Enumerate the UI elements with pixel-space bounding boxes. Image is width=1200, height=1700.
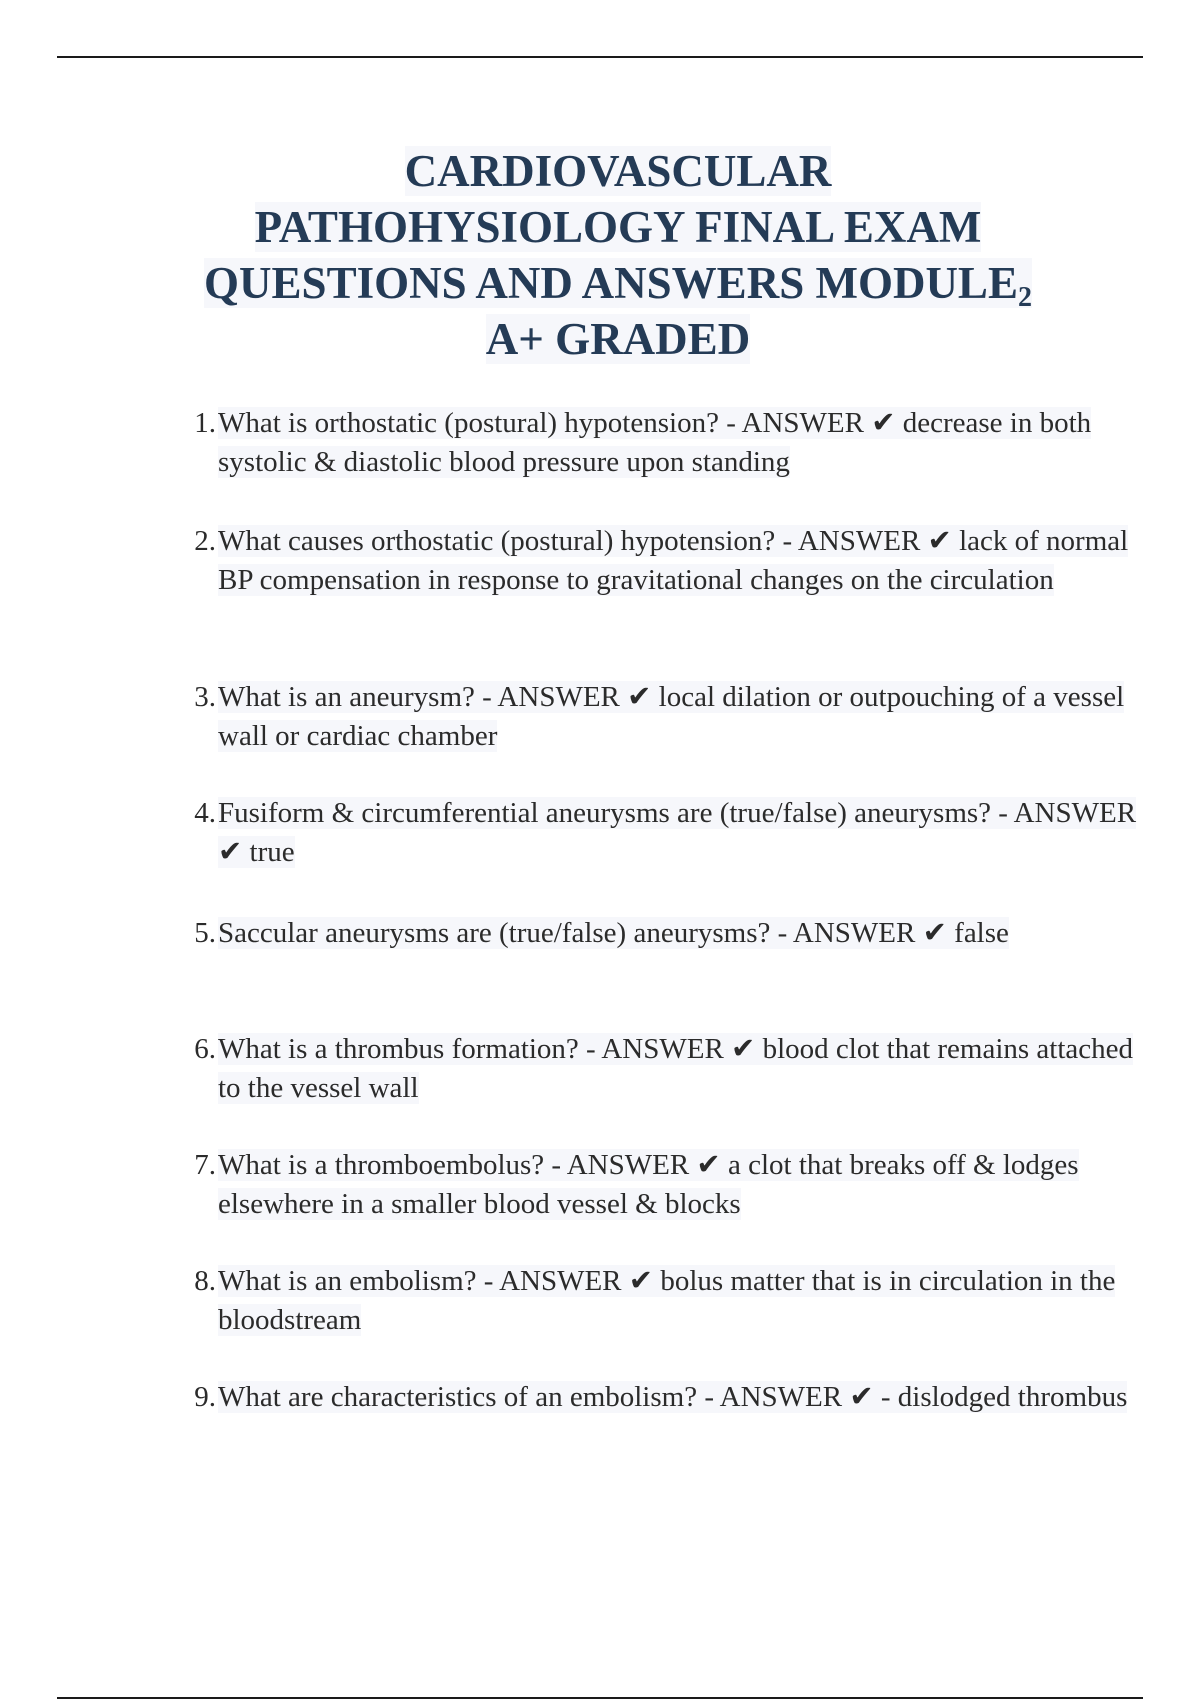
title-line-4: A+ GRADED — [485, 314, 751, 364]
qa-item-7 — [170, 1146, 1148, 1224]
qa-item-1 — [170, 404, 1148, 482]
qa-number: 4. — [194, 797, 216, 829]
qa-number: 8. — [194, 1265, 216, 1297]
qa-number: 1. — [194, 407, 216, 439]
qa-text: What is a thrombus formation? - ANSWER ✔ blood clot that remains attached to the vessel wall — [218, 1033, 1134, 1104]
qa-number: 3. — [194, 681, 216, 713]
qa-text: Saccular aneurysms are (true/false) aneurysms? - ANSWER ✔ false — [218, 917, 1009, 949]
title-subscript: 2 — [1017, 282, 1032, 313]
title-line-1: CARDIOVASCULAR — [404, 146, 832, 196]
qa-item-5 — [170, 914, 1148, 953]
qa-number: 2. — [194, 525, 216, 557]
qa-item-8 — [170, 1262, 1148, 1340]
qa-number: 7. — [194, 1149, 216, 1181]
qa-item-6 — [170, 1030, 1148, 1108]
qa-text: Fusiform & circumferential aneurysms are (true/false) aneurysms? - ANSWER ✔ true — [218, 797, 1137, 868]
qa-text: What is an embolism? - ANSWER ✔ bolus matter that is in circulation in the bloodstream — [218, 1265, 1116, 1336]
document-title — [120, 143, 1116, 367]
top-rule — [57, 56, 1143, 58]
qa-item-9 — [170, 1378, 1148, 1417]
title-line-2: PATHOHYSIOLOGY FINAL EXAM — [254, 202, 982, 252]
qa-item-3 — [170, 678, 1148, 756]
qa-text: What is an aneurysm? - ANSWER ✔ local dilation or outpouching of a vessel wall or cardiac chamber — [218, 681, 1125, 752]
qa-text: What causes orthostatic (postural) hypotension? - ANSWER ✔ lack of normal BP compensation in response to gravitational changes on the circulation — [218, 525, 1129, 596]
qa-text: What is a thromboembolus? - ANSWER ✔ a clot that breaks off & lodges elsewhere in a smaller blood vessel & blocks — [218, 1149, 1079, 1220]
qa-text: What are characteristics of an embolism? - ANSWER ✔ - dislodged thrombus — [218, 1381, 1128, 1413]
qa-number: 9. — [194, 1381, 216, 1413]
qa-text: What is orthostatic (postural) hypotension? - ANSWER ✔ decrease in both systolic & diastolic blood pressure upon standing — [218, 407, 1092, 478]
title-line-3: QUESTIONS AND ANSWERS $MODULE_2$ — [204, 258, 1032, 313]
qa-number: 6. — [194, 1033, 216, 1065]
bottom-rule — [57, 1697, 1143, 1699]
qa-number: 5. — [194, 917, 216, 949]
qa-item-2 — [170, 522, 1148, 600]
qa-item-4 — [170, 794, 1148, 872]
